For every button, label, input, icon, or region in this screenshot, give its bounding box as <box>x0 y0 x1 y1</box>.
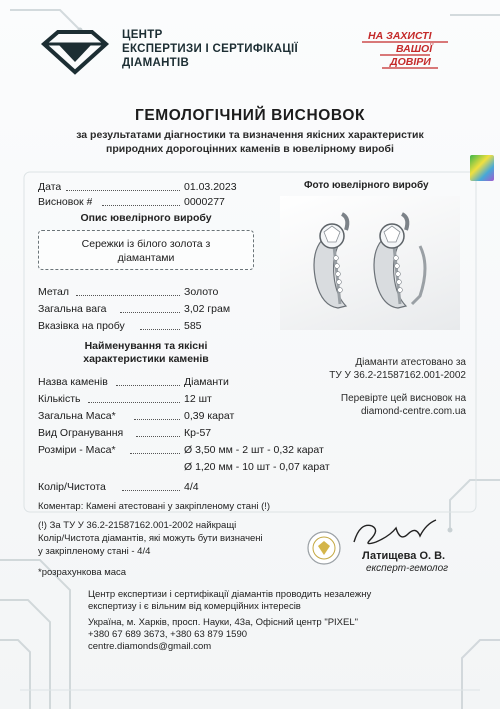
certification-seal-icon <box>306 530 342 566</box>
verify-website-link[interactable]: diamond-centre.com.ua <box>360 406 466 417</box>
footer-address: Україна, м. Харків, просп. Науки, 43а, Офісний центр "PIXEL" <box>88 617 359 628</box>
size-mass-row-2 <box>38 460 358 474</box>
slogan-line-2: ВАШОЇ <box>396 43 433 55</box>
size-mass-value-2: Ø 1,20 мм - 10 шт - 0,07 карат <box>184 461 330 473</box>
metal-row <box>38 285 298 299</box>
stone-name-value: Діаманти <box>184 376 229 388</box>
jewelry-photo <box>280 196 460 330</box>
diamond-logo-icon <box>38 26 112 76</box>
total-mass-value: 0,39 карат <box>184 410 235 422</box>
weight-value: 3,02 грам <box>184 303 231 315</box>
footer-line-2: експертизу і є вільним від комерційних інтересів <box>88 601 301 612</box>
color-clarity-value: 4/4 <box>184 481 199 493</box>
notice-line-1: (!) За ТУ У 36.2-21587162.001-2002 найкращі <box>38 520 237 531</box>
document-title: ГЕМОЛОГІЧНИЙ ВИСНОВОК <box>134 107 366 124</box>
number-dots <box>102 192 180 206</box>
cut-dots <box>136 423 180 437</box>
number-value: 0000277 <box>184 196 225 208</box>
cut-row <box>38 426 318 440</box>
size-mass-label: Розміри - Маса* <box>38 444 116 456</box>
stones-heading-line-1: Найменування та якісні <box>84 340 208 352</box>
verify-note <box>266 392 466 418</box>
cut-value: Кр-57 <box>184 427 212 439</box>
earrings-image <box>280 196 460 330</box>
item-description-box <box>38 230 254 270</box>
org-line-3: ДІАМАНТІВ <box>122 57 190 69</box>
comment-text: Коментар: Камені атестовані у закріпленому стані (!) <box>38 501 271 512</box>
item-section-heading: Опис ювелірного виробу <box>80 212 212 224</box>
notice-block <box>38 519 308 558</box>
photo-heading: Фото ювелірного виробу <box>304 180 429 191</box>
stones-section-heading <box>38 340 254 366</box>
org-line-1: ЦЕНТР <box>122 29 163 41</box>
document-subtitle <box>20 128 480 156</box>
attested-line-2: ТУ У 36.2-21587162.001-2002 <box>329 370 466 381</box>
date-dots <box>66 177 180 191</box>
stone-name-label: Назва каменів <box>38 376 108 388</box>
verify-line-1: Перевірте цей висновок на <box>340 393 466 404</box>
weight-dots <box>120 299 180 313</box>
metal-label: Метал <box>38 286 70 298</box>
stone-name-dots <box>116 372 180 386</box>
probe-label: Вказівка на пробу <box>38 320 125 332</box>
number-label: Висновок # <box>38 196 93 208</box>
subtitle-line-2: природних дорогоцінних каменів в ювелірному виробі <box>106 143 394 155</box>
probe-dots <box>140 316 180 330</box>
footer-statement <box>88 589 468 613</box>
metal-value: Золото <box>184 286 219 298</box>
quantity-label: Кількість <box>38 393 81 405</box>
description-line-1: Сережки із білого золота з <box>81 238 211 250</box>
total-mass-dots <box>134 406 180 420</box>
attested-line-1: Діаманти атестовано за <box>355 357 466 368</box>
hologram-sticker-icon <box>470 155 494 181</box>
attestation-note <box>266 356 466 382</box>
organization-name <box>122 28 298 70</box>
notice-line-2: Колір/Чистота діамантів, які можуть бути визначені <box>38 533 263 544</box>
quantity-value: 12 шт <box>184 393 212 405</box>
footer-phones: +380 67 689 3673, +380 63 879 1590 <box>88 629 248 640</box>
quantity-dots <box>88 389 180 403</box>
date-value: 01.03.2023 <box>184 181 237 193</box>
subtitle-line-1: за результатами діагностики та визначення якісних характеристик <box>76 129 424 141</box>
signature-icon <box>350 512 440 552</box>
cut-label: Вид Огранування <box>38 427 124 439</box>
org-line-2: ЕКСПЕРТИЗИ І СЕРТИФІКАЦІЇ <box>122 43 299 55</box>
slogan-stamp <box>358 28 452 70</box>
expert-name: Латищева О. В. <box>362 550 446 562</box>
size-mass-row <box>38 443 358 457</box>
date-label: Дата <box>38 181 62 193</box>
stones-heading-line-2: характеристики каменів <box>83 353 209 365</box>
slogan-line-3: ДОВІРИ <box>390 56 431 68</box>
color-clarity-row <box>38 480 318 494</box>
weight-label: Загальна вага <box>38 303 107 315</box>
size-mass-dots <box>130 440 180 454</box>
size-mass-value-1: Ø 3,50 мм - 2 шт - 0,32 карат <box>184 444 324 456</box>
color-clarity-dots <box>122 477 180 491</box>
metal-dots <box>76 282 180 296</box>
footer-line-1: Центр експертизи і сертифікації діамантів проводить незалежну <box>88 589 372 600</box>
description-line-2: діамантами <box>117 252 175 264</box>
slogan-line-1: НА ЗАХИСТІ <box>368 30 432 42</box>
notice-line-3: у закріпленому стані - 4/4 <box>38 546 151 557</box>
footer-email[interactable]: centre.diamonds@gmail.com <box>88 641 212 652</box>
weight-row <box>38 302 298 316</box>
footer-contacts <box>88 617 468 653</box>
color-clarity-label: Колір/Чистота <box>38 481 106 493</box>
probe-value: 585 <box>184 320 202 332</box>
probe-row <box>38 319 298 333</box>
number-row <box>38 195 258 209</box>
calc-mass-note: *розрахункова маса <box>38 567 127 578</box>
expert-role: експерт-гемолог <box>366 563 449 574</box>
total-mass-label: Загальна Маса* <box>38 410 116 422</box>
